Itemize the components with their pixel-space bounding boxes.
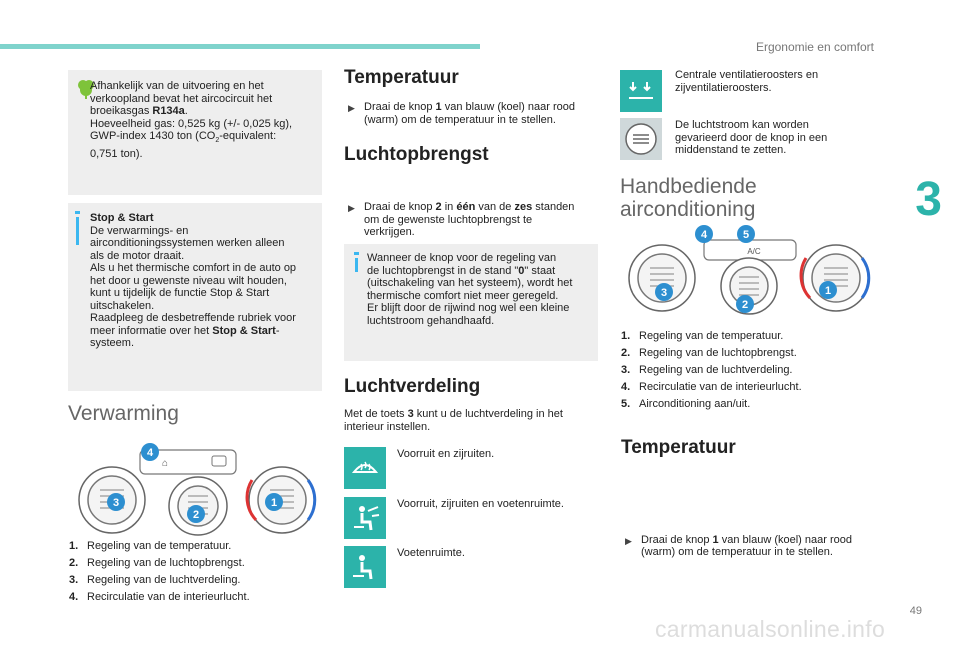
svg-text:⌂: ⌂ [162, 458, 169, 469]
list-item: 3. Regeling van de luchtverdeling. [69, 574, 241, 586]
header-accent-bar [0, 44, 480, 49]
windscreen-feet-icon [344, 497, 386, 539]
bullet-icon: ▶ [348, 203, 355, 213]
windscreen-icon [344, 447, 386, 489]
distribution-heading: Luchtverdeling [344, 376, 481, 397]
svg-text:2: 2 [192, 509, 200, 521]
section-title: Ergonomie en comfort [755, 40, 874, 54]
ac-heading: Handbediende airconditioning [620, 175, 757, 221]
ac-legend-list [621, 328, 881, 413]
bullet-icon: ▶ [625, 535, 632, 546]
svg-text:5: 5 [742, 229, 750, 241]
list-item: 1. Regeling van de temperatuur. [69, 540, 232, 552]
environment-note-text: Afhankelijk van de uitvoering en het verkoopland bevat het aircocircuit het broeikasgas R134a. Hoeveelheid gas: 0,525 kg (+/- 0,025 kg), GWP-index 1430 ton ($CO_2$-equivalent: 0,751 ton). [90, 80, 293, 160]
page-number: 49 [909, 605, 922, 617]
list-item: 4. Recirculatie van de interieurlucht. [69, 591, 250, 603]
svg-text:1: 1 [270, 497, 278, 509]
heating-heading: Verwarming [68, 402, 179, 425]
stop-start-box [68, 203, 322, 391]
heating-control-panel-illustration [72, 440, 324, 540]
info-icon [354, 252, 359, 255]
mode-label: Voorruit, zijruiten en voetenruimte. [397, 498, 564, 510]
info-icon [75, 211, 80, 214]
svg-text:2: 2 [741, 299, 749, 311]
airflow-instruction: ▶ Draai de knop 2 in één van de zes standen om de gewenste luchtopbrengst te verkrijgen. [348, 201, 575, 238]
svg-text:1: 1 [824, 285, 832, 297]
environment-note-box [68, 70, 322, 195]
temperature-instruction: ▶ Draai de knop 1 van blauw (koel) naar rood (warm) om de temperatuur in te stellen. [348, 101, 575, 126]
distribution-intro: Met de toets 3 kunt u de luchtverdeling in het interieur instellen. [344, 408, 563, 433]
vent-description: De luchtstroom kan worden gevarieerd door de knop in een middenstand te zetten. [675, 119, 828, 156]
list-item: 2. Regeling van de luchtopbrengst. [621, 347, 797, 359]
svg-text:4: 4 [700, 229, 708, 241]
bullet-icon: ▶ [348, 103, 355, 113]
chapter-number: 3 [915, 173, 942, 226]
ac-control-panel-illustration [624, 222, 874, 322]
temperature-heading: Temperatuur [344, 67, 459, 88]
ac-temperature-heading: Temperatuur [621, 437, 736, 458]
mode-label: Voorruit en zijruiten. [397, 448, 495, 460]
list-item: 4. Recirculatie van de interieurlucht. [621, 381, 802, 393]
central-vent-icon [620, 70, 662, 112]
ac-temperature-instruction: ▶ Draai de knop 1 van blauw (koel) naar rood (warm) om de temperatuur in te stellen. [625, 533, 852, 558]
mode-label: Voetenruimte. [397, 547, 465, 559]
airflow-info-box [344, 244, 598, 361]
watermark: carmanualsonline.info [655, 616, 886, 642]
vent-adjust-icon [620, 118, 662, 160]
list-item: 5. Airconditioning aan/uit. [621, 398, 751, 410]
feet-icon [344, 546, 386, 588]
svg-text:3: 3 [660, 287, 668, 299]
stop-start-text: Stop & Start De verwarmings- en airconditioningssystemen werken alleen als de motor draait. Als u het thermische comfort in de auto op het door u gewenste niveau wilt houden, kunt u tijdelijk de functie Stop & Start uitschakelen. Raadpleeg de desbetreffende rubriek voor meer informatie over het Stop & Start- systeem. [90, 212, 297, 349]
airflow-heading: Luchtopbrengst [344, 144, 489, 165]
svg-text:4: 4 [146, 447, 154, 459]
svg-text:3: 3 [112, 497, 120, 509]
heating-legend-list [69, 538, 319, 606]
airflow-info-text: Wanneer de knop voor de regeling van de luchtopbrengst in de stand "0" staat (uitschakeling van het systeem), wordt het thermische comfort niet meer geregeld. Er blijft door de rijwind nog wel een kleine luchtstroom gehandhaafd. [367, 252, 573, 327]
vent-description: Centrale ventilatieroosters en zijventilatieroosters. [675, 69, 819, 94]
list-item: 1. Regeling van de temperatuur. [621, 330, 784, 342]
list-item: 2. Regeling van de luchtopbrengst. [69, 557, 245, 569]
list-item: 3. Regeling van de luchtverdeling. [621, 364, 793, 376]
svg-text:A/C: A/C [747, 247, 761, 256]
